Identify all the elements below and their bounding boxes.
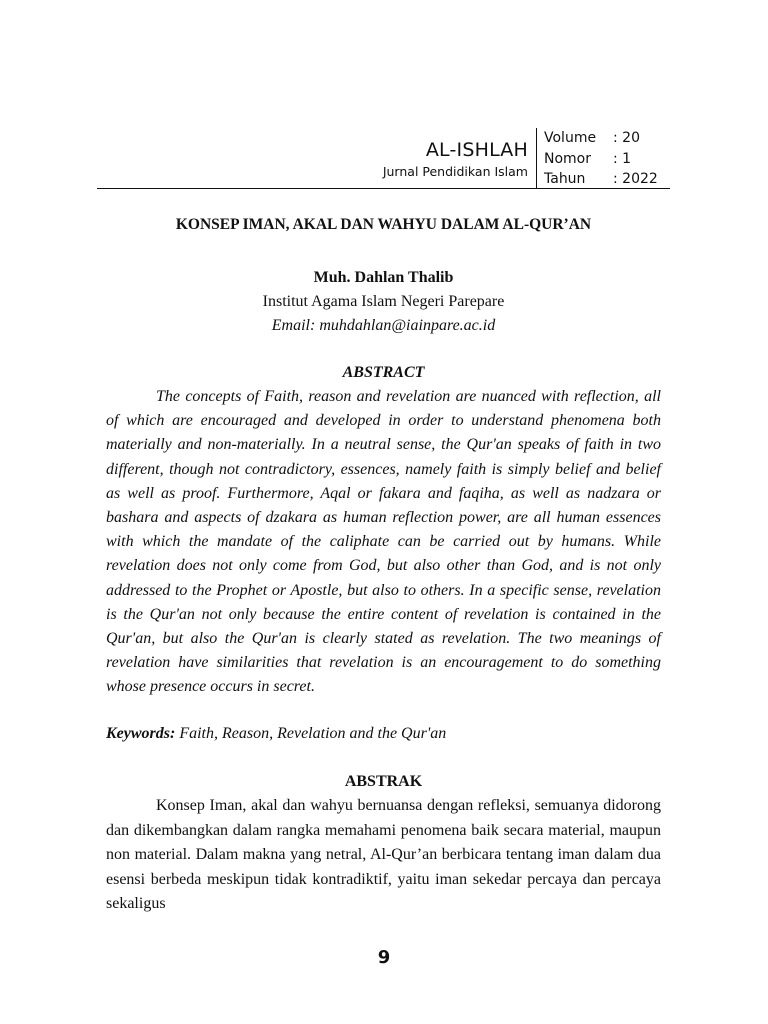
journal-header [340, 138, 528, 181]
keywords-label: Keywords: [106, 725, 176, 742]
author-block [97, 266, 670, 338]
meta-value: : 2022 [613, 171, 658, 187]
abstrak-text [106, 794, 661, 917]
header-divider-horizontal [97, 188, 670, 189]
author-email: Email: muhdahlan@iainpare.ac.id [271, 317, 496, 334]
meta-volume [544, 128, 658, 149]
article-title: KONSEP IMAN, AKAL DAN WAHYU DALAM AL-QUR’AN [175, 216, 592, 233]
abstract-text [106, 385, 661, 700]
journal-subtitle: Jurnal Pendidikan Islam [382, 164, 528, 179]
keywords-text: Faith, Reason, Revelation and the Qur'an [179, 725, 447, 742]
journal-meta [544, 128, 658, 190]
meta-number [544, 149, 658, 170]
meta-value: : 1 [613, 150, 632, 167]
meta-label: Volume [544, 130, 597, 146]
meta-label: Nomor [544, 150, 591, 167]
meta-year [544, 169, 658, 190]
meta-label: Tahun [544, 171, 586, 187]
page-number: 9 [377, 947, 391, 968]
abstract-heading: ABSTRACT [342, 364, 425, 381]
abstrak-text-content: Konsep Iman, akal dan wahyu bernuansa dengan refleksi, semuanya didorong dan dikembangkan dalam rangka memahami penomena baik secara material, maupun non material. Dalam makna yang netral, Al-Qur’an berbicara tentang iman dalam dua esensi berbeda meskipun tidak kontradiktif, yaitu iman sekedar percaya dan percaya sekaligus [106, 797, 661, 913]
journal-title: AL-ISHLAH [425, 139, 528, 161]
abstrak-heading: ABSTRAK [344, 773, 423, 790]
header-divider-vertical [536, 128, 537, 189]
meta-value: : 20 [613, 130, 640, 146]
author-institution: Institut Agama Islam Negeri Parepare [262, 293, 505, 310]
abstract-text-content: The concepts of Faith, reason and revelation are nuanced with reflection, all of which are encouraged and developed in order to understand phenomena both materially and non-materially. In a neutral sense, the Qur'an speaks of faith in two different, though not contradictory, essences, namely faith is simply belief and belief as well as proof. Furthermore, Aqal or fakara and faqiha, as well as nadzara or bashara and aspects of dzakara as human reflection power, are all human essences with which the mandate of the caliphate can be carried out by humans. While revelation does not only come from God, but also other than God, and is not only addressed to the Prophet or Apostle, but also to others. In a specific sense, revelation is the Qur'an not only because the entire content of revelation is contained in the Qur'an, but also the Qur'an is clearly stated as revelation. The two meanings of revelation have similarities that revelation is an encouragement to do something whose presence occurs in secret. [106, 388, 661, 696]
keywords-line [106, 722, 661, 746]
author-name: Muh. Dahlan Thalib [313, 269, 454, 286]
